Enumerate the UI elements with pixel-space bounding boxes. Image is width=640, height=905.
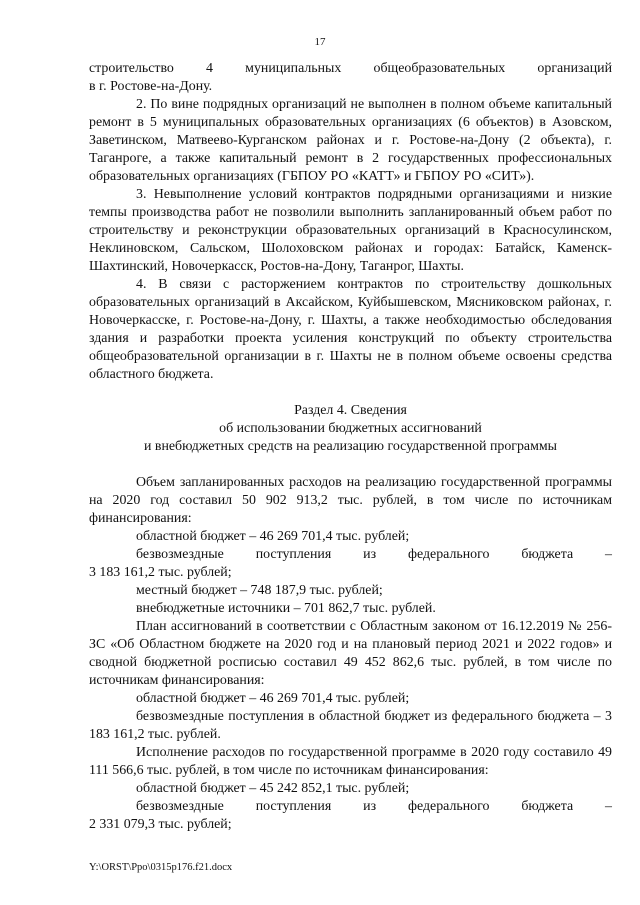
planned-expenses-intro: Объем запланированных расходов на реализацию государственной программы на 2020 год составил 50 902 913,2 тыс. рублей, в том числе по источникам финансирования: xyxy=(89,475,612,526)
section-heading-line-2: об использовании бюджетных ассигнований xyxy=(219,421,482,436)
planned-regional-budget: областной бюджет – 46 269 701,4 тыс. рублей; xyxy=(136,529,410,544)
paragraph-item-4: 4. В связи с расторжением контрактов по строительству дошкольных образовательных организаций в Аксайском, Куйбышевском, Мясниковском районах, г. Новочеркасске, г. Ростове-на-Дону, г. Шахты, а также необходимостью обследования здания и разработки проекта усиления конструкций по объекту строительства общеобразовательной организации в г. Шахты не в полном объеме освоены средства областного бюджета. xyxy=(89,277,612,382)
paragraph-item-3: 3. Невыполнение условий контрактов подрядными организациями и низкие темпы производства работ не позволили выполнить запланированный объем работ по строительству и реконструкции образовательных организаций в Красносулинском, Неклиновском, Сальском, Шолоховском районах и городах: Батайск, Каменск-Шахтинский, Новочеркасск, Ростов-на-Дону, Таганрог, Шахты. xyxy=(89,187,612,274)
section-heading-line-1: Раздел 4. Сведения xyxy=(294,403,407,418)
section-heading xyxy=(89,402,612,456)
file-path-footer: Y:\ORST\Ppo\0315p176.f21.docx xyxy=(89,862,233,873)
paragraph-line: безвозмездные поступления из федерального бюджета – xyxy=(136,799,612,814)
planned-local-budget: местный бюджет – 748 187,9 тыс. рублей; xyxy=(136,583,383,598)
planned-extrabudgetary: внебюджетные источники – 701 862,7 тыс. рублей. xyxy=(136,601,436,616)
planned-federal-budget xyxy=(89,546,612,582)
page-number: 17 xyxy=(314,36,326,48)
execution-federal-budget xyxy=(89,798,612,834)
assignments-regional-budget: областной бюджет – 46 269 701,4 тыс. рублей; xyxy=(136,691,410,706)
execution-regional-budget: областной бюджет – 45 242 852,1 тыс. рублей; xyxy=(136,781,410,796)
assignments-intro: План ассигнований в соответствии с Областным законом от 16.12.2019 № 256-ЗС «Об Областном бюджете на 2020 год и на плановый период 2021 и 2022 годов» и сводной бюджетной росписью составил 49 452 862,6 тыс. рублей, в том числе по источникам финансирования: xyxy=(89,619,612,688)
paragraph-line: 2 331 079,3 тыс. рублей; xyxy=(89,817,232,832)
paragraph-line: строительство 4 муниципальных общеобразовательных организаций xyxy=(89,61,612,76)
execution-intro: Исполнение расходов по государственной программе в 2020 году составило 49 111 566,6 тыс. рублей, в том числе по источникам финансирования: xyxy=(89,745,612,778)
section-heading-line-3: и внебюджетных средств на реализацию государственной программы xyxy=(143,439,558,454)
paragraph-continuation xyxy=(89,60,612,96)
assignments-federal-budget: безвозмездные поступления в областной бюджет из федерального бюджета – 3 183 161,2 тыс. рублей. xyxy=(89,709,612,742)
paragraph-line: 3 183 161,2 тыс. рублей; xyxy=(89,565,232,580)
paragraph-item-2: 2. По вине подрядных организаций не выполнен в полном объеме капитальный ремонт в 5 муниципальных образовательных организациях (6 объектов) в Азовском, Заветинском, Матвеево-Курганском районах и г. Ростове-на-Дону (2 объекта), г. Таганроге, а также капитальный ремонт в 2 государственных профессиональных образовательных организациях (ГБПОУ РО «КАТТ» и ГБПОУ РО «СИТ»). xyxy=(89,97,612,184)
paragraph-line: безвозмездные поступления из федерального бюджета – xyxy=(136,547,612,562)
document-body xyxy=(89,60,612,834)
paragraph-line: в г. Ростове-на-Дону. xyxy=(89,79,213,94)
